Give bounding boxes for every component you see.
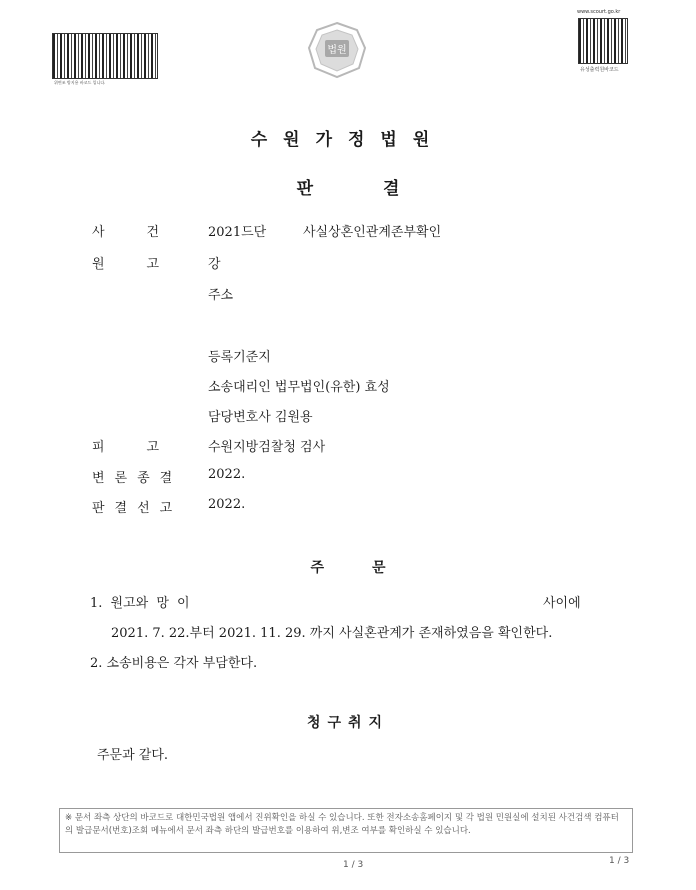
plaintiff-address: 주소 xyxy=(208,288,234,303)
legal-representative: 소송대리인 법무법인(유한) 효성 xyxy=(208,380,390,395)
order-item-1-prefix: 1. 원고와 망 이 xyxy=(90,596,190,611)
case-name: 사실상혼인관계존부확인 xyxy=(303,225,442,240)
verification-notice: ※ 문서 좌측 상단의 바코드로 대한민국법원 앱에서 진위확인을 하실 수 있습니다. 또한 전자소송홈페이지 및 각 법원 민원실에 설치된 사건검색 컴퓨터의 발급문서(번호)조회 메뉴에서 문서 좌측 하단의 발급번호를 이용하여 위,변조 여부를 확인하실 수 있습니다. xyxy=(59,808,633,853)
registered-domicile: 등록기준지 xyxy=(208,350,271,365)
order-item-1-suffix: 사이에 xyxy=(543,596,581,611)
anti-forgery-barcode xyxy=(52,33,158,79)
plaintiff-label: 원고 xyxy=(92,257,202,272)
verification-barcode-caption: 유성출력원바코드 xyxy=(580,67,619,73)
case-label: 사건 xyxy=(92,225,202,240)
seal-text: 법원 xyxy=(327,45,347,56)
document-title: 판결 xyxy=(296,179,470,199)
argument-closed-label: 변론종결 xyxy=(92,471,183,486)
court-seal-icon xyxy=(305,20,369,80)
defendant-name: 수원지방검찰청 검사 xyxy=(208,440,326,455)
order-item-1-detail: 2021. 7. 22.부터 2021. 11. 29. 까지 사실혼관계가 존재하였음을 확인한다. xyxy=(111,626,553,641)
plaintiff-name: 강 xyxy=(208,257,221,272)
judgment-date: 2022. xyxy=(208,497,246,512)
claim-heading: 청구취지 xyxy=(306,715,390,731)
attorney-in-charge: 담당변호사 김원용 xyxy=(208,410,313,425)
court-name: 수원가정법원 xyxy=(250,130,446,150)
case-number: 2021드단 xyxy=(208,225,267,240)
judgment-date-label: 판결선고 xyxy=(92,501,183,516)
claim-text: 주문과 같다. xyxy=(97,748,169,763)
verification-barcode xyxy=(578,18,628,64)
anti-forgery-barcode-caption: 위변조 방지용 바코드 입니다. xyxy=(54,80,106,85)
page-number-right: 1 / 3 xyxy=(609,856,630,866)
scourt-url: www.scourt.go.kr xyxy=(577,9,621,15)
page-number: 1 / 3 xyxy=(343,860,364,870)
order-heading: 주문 xyxy=(310,560,434,576)
argument-closed-date: 2022. xyxy=(208,467,246,482)
order-item-2: 2. 소송비용은 각자 부담한다. xyxy=(90,656,258,671)
defendant-label: 피고 xyxy=(92,440,202,455)
